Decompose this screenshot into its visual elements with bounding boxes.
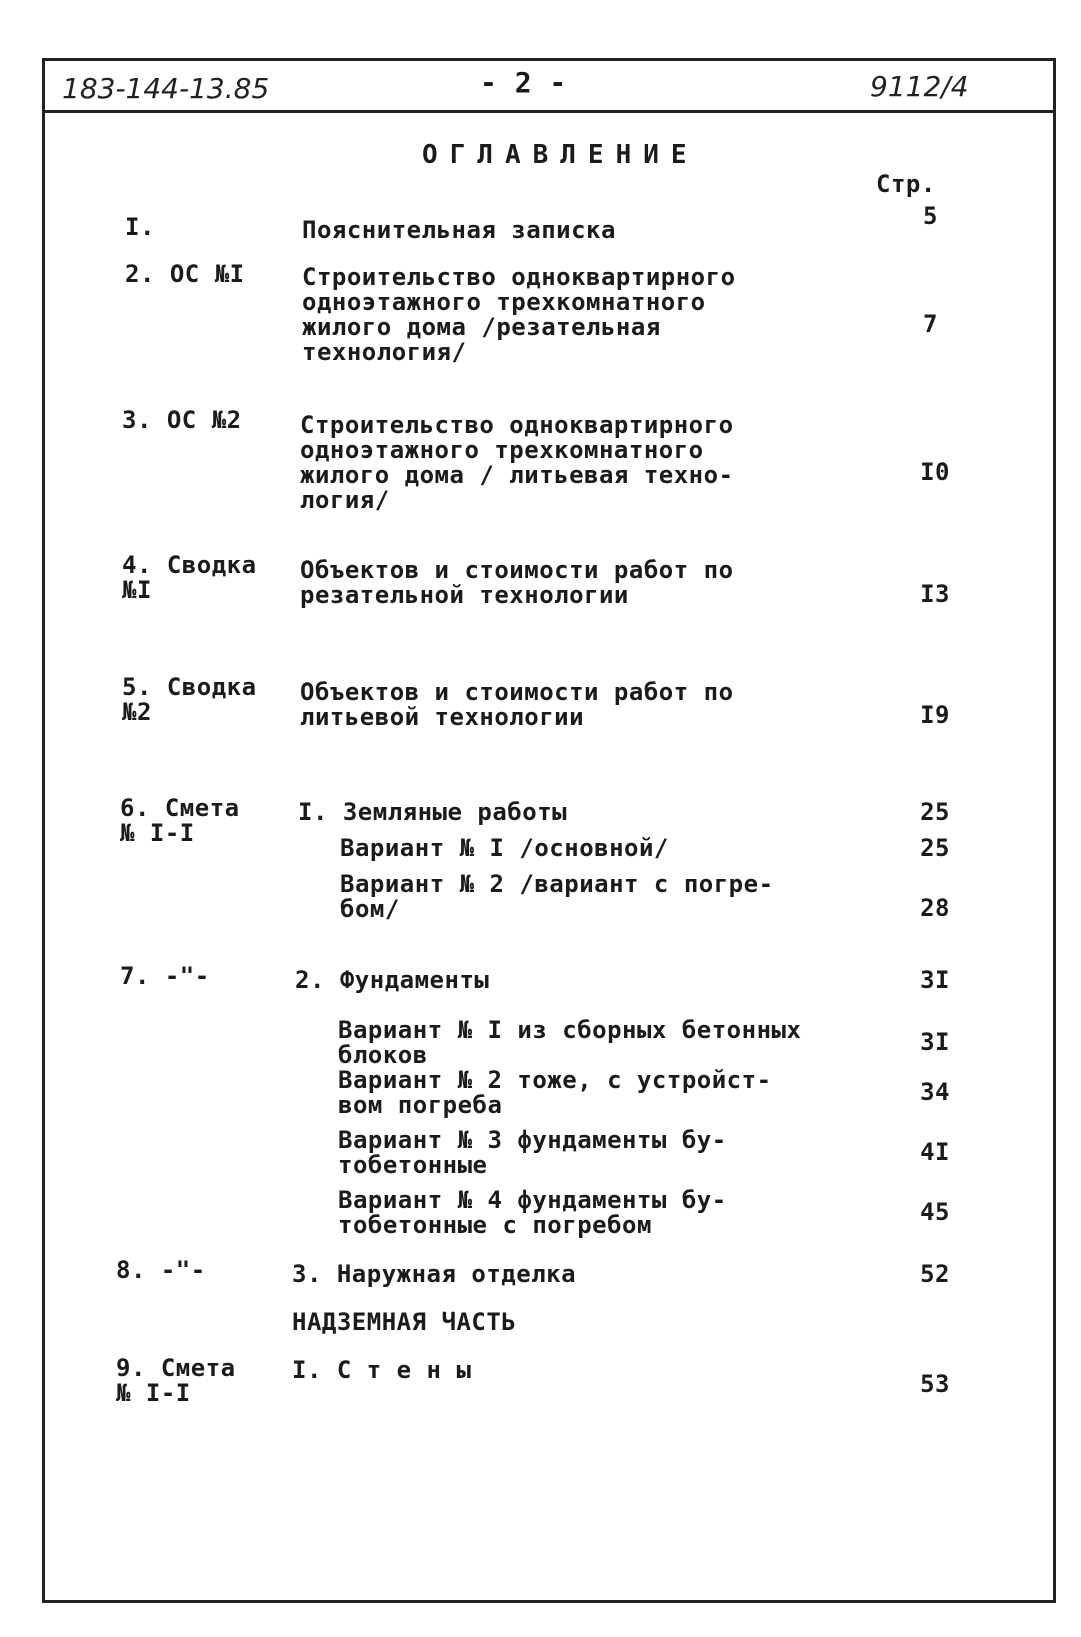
entry-page: 5 xyxy=(923,202,938,230)
entry-number: 9. Смета № I-I xyxy=(116,1354,236,1407)
entry-page: 34 xyxy=(920,1078,950,1106)
entry-text: Строительство одноквартирного одноэтажного трехкомнатного жилого дома /резательная технология/ xyxy=(302,263,736,366)
entry-number: 7. -"- xyxy=(120,962,210,990)
entry-text: I. Земляные работы xyxy=(298,798,568,826)
entry-number: 4. Сводка №I xyxy=(122,551,257,604)
entry-text: Вариант № 2 /вариант с погре- бом/ xyxy=(340,870,774,923)
entry-text: Объектов и стоимости работ по резательной технологии xyxy=(300,556,734,609)
toc-title: ОГЛАВЛЕНИЕ xyxy=(422,140,699,170)
entry-text: Вариант № 2 тоже, с устройст- вом погреба xyxy=(338,1066,772,1119)
entry-text: Пояснительная записка xyxy=(302,216,616,244)
page-column-label: Стр. xyxy=(876,170,936,198)
entry-page: 53 xyxy=(920,1370,950,1398)
entry-page: 45 xyxy=(920,1198,950,1226)
entry-text: Строительство одноквартирного одноэтажного трехкомнатного жилого дома / литьевая техно- логия/ xyxy=(300,411,734,514)
header-divider xyxy=(42,110,1056,113)
entry-number: 6. Смета № I-I xyxy=(120,794,240,847)
section-heading: НАДЗЕМНАЯ ЧАСТЬ xyxy=(292,1308,517,1336)
entry-text: Вариант № 3 фундаменты бу- тобетонные xyxy=(338,1126,727,1179)
entry-page: I3 xyxy=(920,580,950,608)
entry-text: Вариант № I /основной/ xyxy=(340,834,669,862)
entry-page: 52 xyxy=(920,1260,950,1288)
entry-page: 28 xyxy=(920,894,950,922)
entry-text: Вариант № I из сборных бетонных блоков xyxy=(338,1016,802,1069)
entry-text: Вариант № 4 фундаменты бу- тобетонные с погребом xyxy=(338,1186,727,1239)
entry-text: I. С т е н ы xyxy=(292,1356,472,1384)
entry-number: I. xyxy=(125,213,155,241)
entry-text: Объектов и стоимости работ по литьевой технологии xyxy=(300,678,734,731)
entry-page: 3I xyxy=(920,1028,950,1056)
page-mark: - 2 - xyxy=(480,66,567,99)
entry-page: 4I xyxy=(920,1138,950,1166)
entry-page: 3I xyxy=(920,966,950,994)
doc-code: 183-144-13.85 xyxy=(62,72,270,105)
entry-text: 2. Фундаменты xyxy=(295,966,490,994)
entry-number: 5. Сводка №2 xyxy=(122,673,257,726)
entry-text: 3. Наружная отделка xyxy=(292,1260,577,1288)
entry-number: 3. ОС №2 xyxy=(122,406,242,434)
entry-page: 7 xyxy=(923,310,938,338)
entry-page: 25 xyxy=(920,798,950,826)
ref-number: 9112/4 xyxy=(870,70,969,103)
entry-page: I0 xyxy=(920,458,950,486)
entry-number: 8. -"- xyxy=(116,1256,206,1284)
entry-number: 2. ОС №I xyxy=(125,260,245,288)
entry-page: 25 xyxy=(920,834,950,862)
entry-page: I9 xyxy=(920,701,950,729)
